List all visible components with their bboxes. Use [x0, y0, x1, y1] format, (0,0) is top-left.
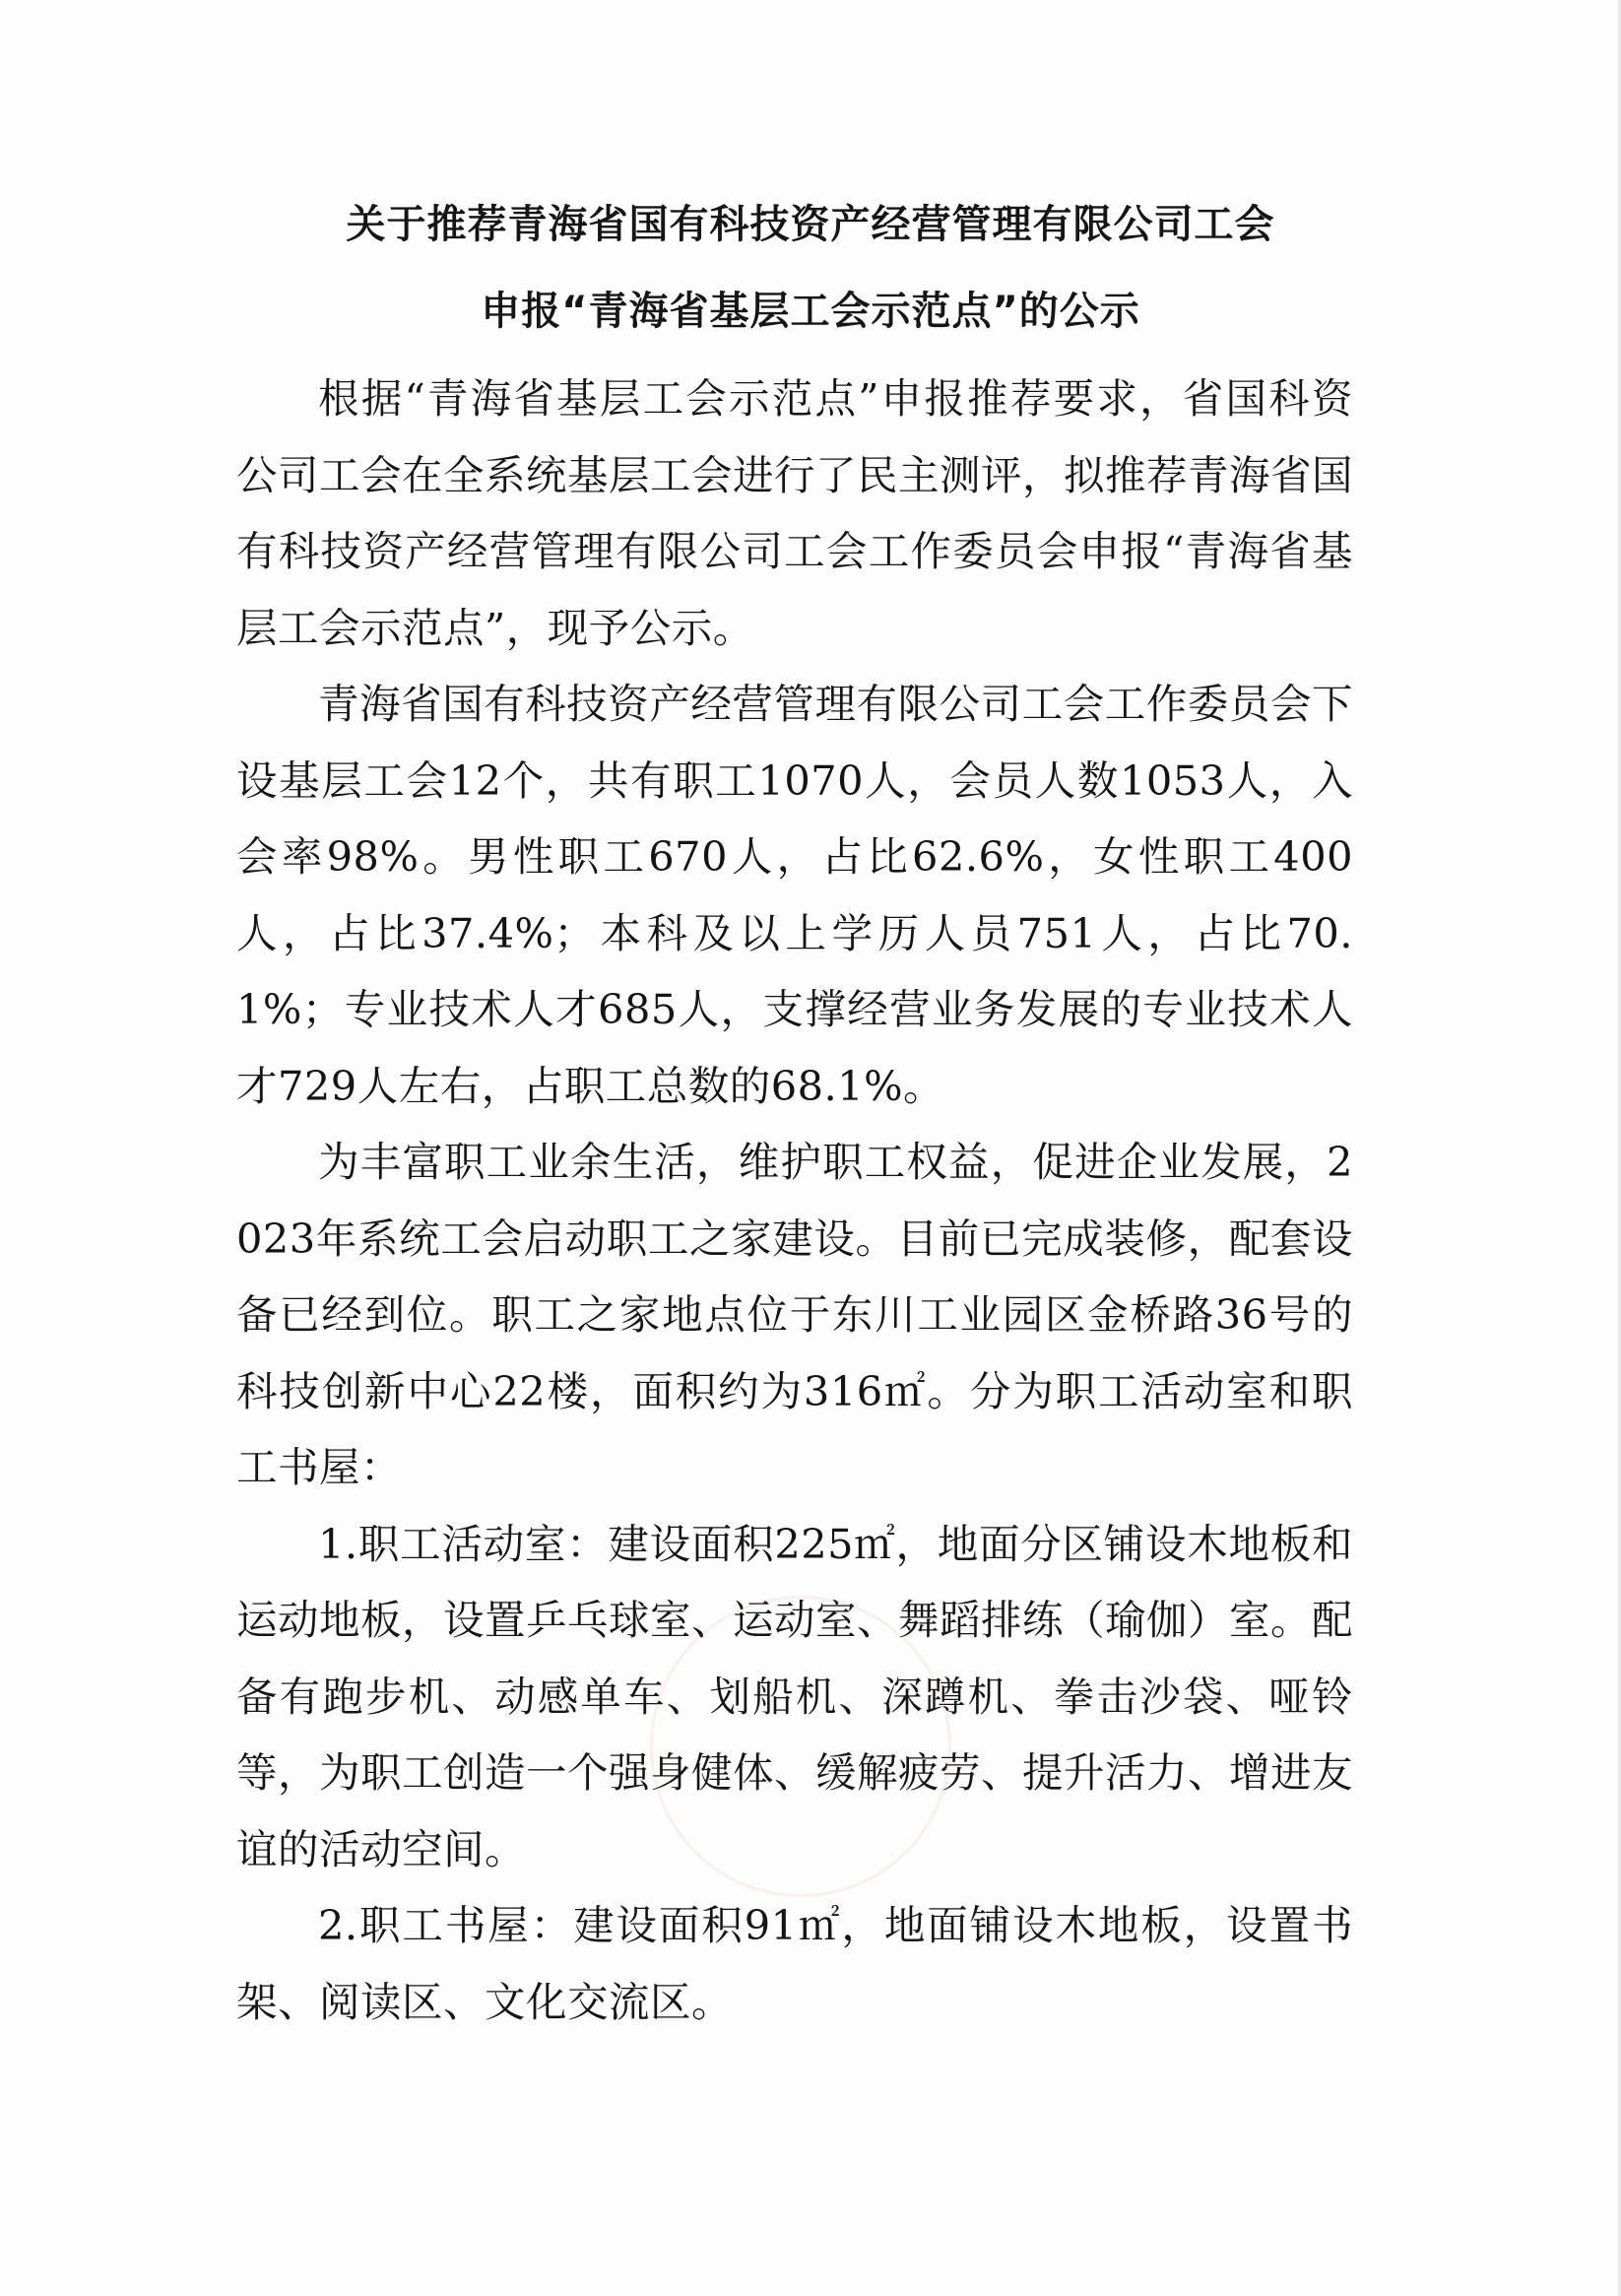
paragraph-book-room: 2.职工书屋：建设面积91㎡，地面铺设木地板，设置书架、阅读区、文化交流区。 [236, 1901, 1353, 2026]
paragraph-activity-room: 1.职工活动室：建设面积225㎡，地面分区铺设木地板和运动地板，设置乒乓球室、运动室、舞蹈排练（瑜伽）室。配备有跑步机、动感单车、划船机、深蹲机、拳击沙袋、哑铃等，为职工创造一个强身健体、缓解疲劳、提升活力、增进友谊的活动空间。 [236, 1519, 1354, 1873]
paragraph-staff-stats: 青海省国有科技资产经营管理有限公司工会工作委员会下设基层工会12个，共有职工1070人，会员人数1053人，入会率98%。男性职工670人，占比62.6%，女性职工400人，占比37.4%；本科及以上学历人员751人，占比70.1%；专业技术人才685人，支撑经营业务发展的专业技术人才729人左右，占职工总数的68.1%。 [236, 680, 1353, 1110]
paragraph-intro: 根据“青海省基层工会示范点”申报推荐要求，省国科资公司工会在全系统基层工会进行了民主测评，拟推荐青海省国有科技资产经营管理有限公司工会工作委员会申报“青海省基层工会示范点”，现予公示。 [236, 374, 1354, 652]
document-title-line-1: 关于推荐青海省国有科技资产经营管理有限公司工会 [346, 202, 1275, 247]
paragraph-workers-home: 为丰富职工业余生活，维护职工权益，促进企业发展，2023年系统工会启动职工之家建设。目前已完成装修，配套设备已经到位。职工之家地点位于东川工业园区金桥路36号的科技创新中心22楼，面积约为316㎡。分为职工活动室和职工书屋： [236, 1138, 1353, 1491]
document-body [236, 361, 1353, 2040]
document-title-line-2: 申报“青海省基层工会示范点”的公示 [481, 289, 1140, 334]
